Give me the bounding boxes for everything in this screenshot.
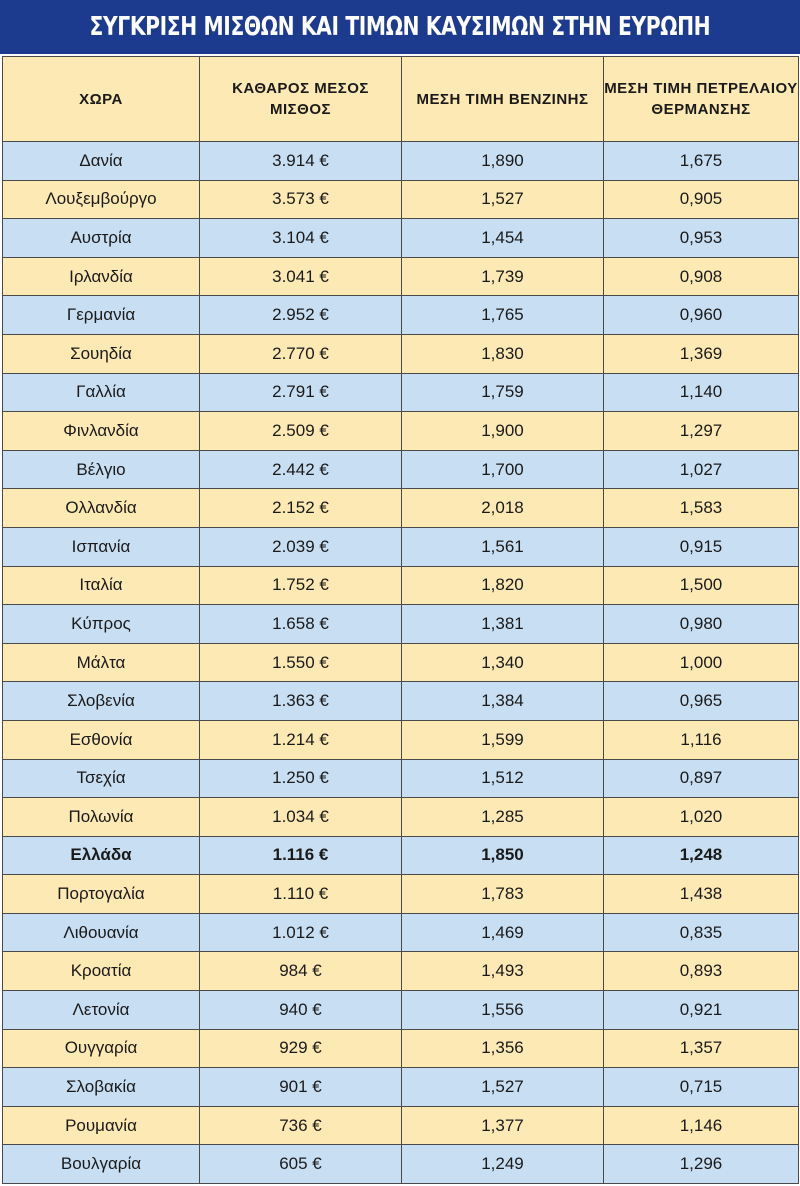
country-cell: Σουηδία: [3, 334, 200, 373]
country-cell: Βέλγιο: [3, 450, 200, 489]
heating-oil-price-cell: 0,905: [604, 180, 799, 219]
salary-cell: 2.770 €: [200, 334, 402, 373]
salary-cell: 3.041 €: [200, 257, 402, 296]
comparison-table: [2, 56, 799, 1184]
country-cell: Εσθονία: [3, 720, 200, 759]
salary-cell: 1.214 €: [200, 720, 402, 759]
salary-cell: 2.152 €: [200, 489, 402, 528]
petrol-price-cell: 1,384: [402, 682, 604, 721]
petrol-price-cell: 1,493: [402, 952, 604, 991]
petrol-price-cell: 1,783: [402, 875, 604, 914]
country-cell: Πορτογαλία: [3, 875, 200, 914]
heating-oil-price-cell: 1,297: [604, 412, 799, 451]
country-cell: Σλοβακία: [3, 1068, 200, 1107]
table-row: [3, 257, 799, 296]
table-row: [3, 450, 799, 489]
petrol-price-cell: 1,561: [402, 527, 604, 566]
table-row: [3, 836, 799, 875]
country-cell: Λετονία: [3, 991, 200, 1030]
salary-cell: 3.914 €: [200, 142, 402, 181]
petrol-price-cell: 1,454: [402, 219, 604, 258]
heating-oil-price-cell: 0,893: [604, 952, 799, 991]
petrol-price-cell: 1,830: [402, 334, 604, 373]
header-net-salary: ΚΑΘΑΡΟΣ ΜΕΣΟΣ ΜΙΣΘΟΣ: [200, 57, 402, 142]
country-cell: Φινλανδία: [3, 412, 200, 451]
table-row: [3, 142, 799, 181]
salary-cell: 1.658 €: [200, 605, 402, 644]
table-row: [3, 991, 799, 1030]
heating-oil-price-cell: 0,897: [604, 759, 799, 798]
country-cell: Ιταλία: [3, 566, 200, 605]
petrol-price-cell: 1,739: [402, 257, 604, 296]
petrol-price-cell: 1,285: [402, 798, 604, 837]
salary-cell: 984 €: [200, 952, 402, 991]
table-row: [3, 682, 799, 721]
table-body: [3, 142, 799, 1184]
country-cell: Μάλτα: [3, 643, 200, 682]
heating-oil-price-cell: 0,908: [604, 257, 799, 296]
country-cell: Ισπανία: [3, 527, 200, 566]
heating-oil-price-cell: 0,965: [604, 682, 799, 721]
petrol-price-cell: 1,820: [402, 566, 604, 605]
heating-oil-price-cell: 0,953: [604, 219, 799, 258]
petrol-price-cell: 1,377: [402, 1106, 604, 1145]
heating-oil-price-cell: 1,583: [604, 489, 799, 528]
salary-cell: 901 €: [200, 1068, 402, 1107]
table-row: [3, 373, 799, 412]
header-heating-oil-price: ΜΕΣΗ ΤΙΜΗ ΠΕΤΡΕΛΑΙΟΥ ΘΕΡΜΑΝΣΗΣ: [604, 57, 799, 142]
salary-cell: 2.509 €: [200, 412, 402, 451]
salary-cell: 1.363 €: [200, 682, 402, 721]
salary-cell: 1.012 €: [200, 913, 402, 952]
petrol-price-cell: 1,356: [402, 1029, 604, 1068]
petrol-price-cell: 1,340: [402, 643, 604, 682]
table-row: [3, 334, 799, 373]
table-row: [3, 527, 799, 566]
table-row: [3, 1029, 799, 1068]
country-cell: Δανία: [3, 142, 200, 181]
salary-cell: 605 €: [200, 1145, 402, 1184]
country-cell: Ουγγαρία: [3, 1029, 200, 1068]
country-cell: Ελλάδα: [3, 836, 200, 875]
country-cell: Σλοβενία: [3, 682, 200, 721]
table-row: [3, 913, 799, 952]
heating-oil-price-cell: 0,715: [604, 1068, 799, 1107]
country-cell: Βουλγαρία: [3, 1145, 200, 1184]
country-cell: Κύπρος: [3, 605, 200, 644]
table-row: [3, 489, 799, 528]
salary-cell: 2.442 €: [200, 450, 402, 489]
heating-oil-price-cell: 1,020: [604, 798, 799, 837]
table-row: [3, 875, 799, 914]
table-row: [3, 219, 799, 258]
heating-oil-price-cell: 0,980: [604, 605, 799, 644]
country-cell: Λουξεμβούργο: [3, 180, 200, 219]
petrol-price-cell: 1,249: [402, 1145, 604, 1184]
salary-cell: 2.791 €: [200, 373, 402, 412]
table-title: ΣΥΓΚΡΙΣΗ ΜΙΣΘΩΝ ΚΑΙ ΤΙΜΩΝ ΚΑΥΣΙΜΩΝ ΣΤΗΝ ΕΥΡΩΠΗ: [89, 12, 711, 42]
salary-cell: 3.573 €: [200, 180, 402, 219]
salary-cell: 2.039 €: [200, 527, 402, 566]
table-row: [3, 1068, 799, 1107]
header-country: ΧΩΡΑ: [3, 57, 200, 142]
salary-cell: 2.952 €: [200, 296, 402, 335]
heating-oil-price-cell: 1,438: [604, 875, 799, 914]
table-row: [3, 643, 799, 682]
heating-oil-price-cell: 1,248: [604, 836, 799, 875]
table-row: [3, 952, 799, 991]
table-title-bar: [0, 0, 800, 54]
country-cell: Αυστρία: [3, 219, 200, 258]
salary-cell: 1.034 €: [200, 798, 402, 837]
salary-cell: 929 €: [200, 1029, 402, 1068]
heating-oil-price-cell: 0,835: [604, 913, 799, 952]
table-row: [3, 720, 799, 759]
petrol-price-cell: 1,759: [402, 373, 604, 412]
heating-oil-price-cell: 1,146: [604, 1106, 799, 1145]
petrol-price-cell: 1,556: [402, 991, 604, 1030]
heating-oil-price-cell: 1,140: [604, 373, 799, 412]
petrol-price-cell: 1,527: [402, 180, 604, 219]
petrol-price-cell: 1,512: [402, 759, 604, 798]
petrol-price-cell: 1,850: [402, 836, 604, 875]
heating-oil-price-cell: 1,000: [604, 643, 799, 682]
country-cell: Γερμανία: [3, 296, 200, 335]
petrol-price-cell: 1,890: [402, 142, 604, 181]
table-row: [3, 296, 799, 335]
country-cell: Πολωνία: [3, 798, 200, 837]
petrol-price-cell: 1,469: [402, 913, 604, 952]
country-cell: Ολλανδία: [3, 489, 200, 528]
table-row: [3, 759, 799, 798]
heating-oil-price-cell: 0,921: [604, 991, 799, 1030]
heating-oil-price-cell: 1,675: [604, 142, 799, 181]
petrol-price-cell: 1,599: [402, 720, 604, 759]
table-row: [3, 180, 799, 219]
table-row: [3, 1106, 799, 1145]
country-cell: Λιθουανία: [3, 913, 200, 952]
heating-oil-price-cell: 1,027: [604, 450, 799, 489]
country-cell: Ιρλανδία: [3, 257, 200, 296]
salary-cell: 736 €: [200, 1106, 402, 1145]
petrol-price-cell: 2,018: [402, 489, 604, 528]
heating-oil-price-cell: 1,116: [604, 720, 799, 759]
petrol-price-cell: 1,700: [402, 450, 604, 489]
salary-cell: 1.550 €: [200, 643, 402, 682]
salary-cell: 1.250 €: [200, 759, 402, 798]
petrol-price-cell: 1,527: [402, 1068, 604, 1107]
heating-oil-price-cell: 1,296: [604, 1145, 799, 1184]
table-row: [3, 1145, 799, 1184]
heating-oil-price-cell: 1,369: [604, 334, 799, 373]
country-cell: Γαλλία: [3, 373, 200, 412]
table-row: [3, 412, 799, 451]
salary-cell: 1.116 €: [200, 836, 402, 875]
heating-oil-price-cell: 0,960: [604, 296, 799, 335]
table-row: [3, 566, 799, 605]
heating-oil-price-cell: 1,357: [604, 1029, 799, 1068]
heating-oil-price-cell: 1,500: [604, 566, 799, 605]
heating-oil-price-cell: 0,915: [604, 527, 799, 566]
table-row: [3, 605, 799, 644]
petrol-price-cell: 1,900: [402, 412, 604, 451]
salary-cell: 1.110 €: [200, 875, 402, 914]
country-cell: Κροατία: [3, 952, 200, 991]
petrol-price-cell: 1,765: [402, 296, 604, 335]
header-row: [3, 57, 799, 142]
header-petrol-price: ΜΕΣΗ ΤΙΜΗ ΒΕΝΖΙΝΗΣ: [402, 57, 604, 142]
salary-cell: 3.104 €: [200, 219, 402, 258]
country-cell: Ρουμανία: [3, 1106, 200, 1145]
salary-cell: 940 €: [200, 991, 402, 1030]
petrol-price-cell: 1,381: [402, 605, 604, 644]
salary-cell: 1.752 €: [200, 566, 402, 605]
country-cell: Τσεχία: [3, 759, 200, 798]
table-row: [3, 798, 799, 837]
